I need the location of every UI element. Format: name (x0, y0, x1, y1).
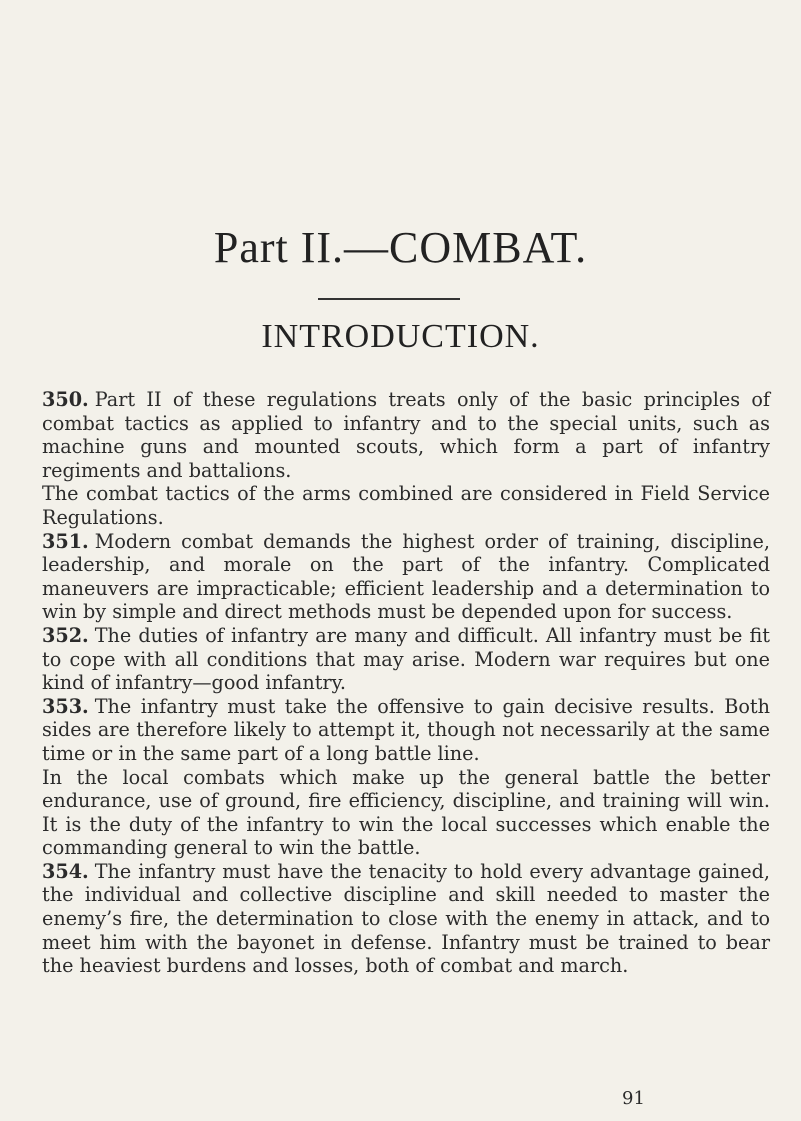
title-rule (318, 298, 460, 300)
paragraph-number: 352. (42, 623, 89, 647)
paragraph-350-cont (42, 482, 770, 529)
paragraph-text: The duties of infantry are many and difficult. All infantry must be fit to cope with all conditions that may arise. Modern war requires but one kind of infantry—good infantry. (42, 623, 770, 695)
paragraph-353-cont (42, 766, 770, 860)
paragraph-354 (42, 860, 770, 978)
paragraph-353 (42, 695, 770, 766)
paragraph-number: 350. (42, 388, 89, 411)
paragraph-text: In the local combats which make up the general battle the better endurance, use of ground, fire efficiency, discipline, and training will win. It is the duty of the infantry to win the local successes which enable the commanding general to win the battle. (42, 765, 770, 860)
section-title: INTRODUCTION. (261, 318, 540, 355)
paragraph-number: 353. (42, 694, 89, 718)
page-number: 91 (622, 1088, 645, 1109)
paragraph-number: 351. (42, 529, 89, 553)
paragraph-text: The infantry must have the tenacity to hold every advantage gained, the individual and collective discipline and skill needed to master the enemy’s fire, the determination to close with the enemy in attack, and to meet him with the bayonet in defense. Infantry must be trained to bear the heaviest burdens and losses, both of combat and march. (42, 859, 770, 978)
paragraph-text: Modern combat demands the highest order of training, discipline, leadership, and morale on the part of the infantry. Complicated maneuvers are impracticable; efficient leadership and a determination to win by simple and direct methods must be depended upon for success. (42, 529, 770, 624)
paragraph-number: 354. (42, 859, 89, 883)
paragraph-350 (42, 388, 770, 482)
part-title: Part II.—COMBAT. (213, 223, 588, 272)
paragraph-text: Part II of these regulations treats only of the basic principles of combat tactics as applied to infantry and to the special units, such as machine guns and mounted scouts, which form a part of infantry regiments and battalions. (42, 388, 770, 482)
paragraph-351 (42, 530, 770, 624)
paragraph-text: The infantry must take the offensive to gain decisive results. Both sides are therefore likely to attempt it, though not necessarily at the same time or in the same part of a long battle line. (42, 694, 770, 765)
paragraph-352 (42, 624, 770, 695)
paragraph-text: The combat tactics of the arms combined are considered in Field Service Regulations. (42, 482, 770, 529)
body-text (42, 388, 770, 978)
